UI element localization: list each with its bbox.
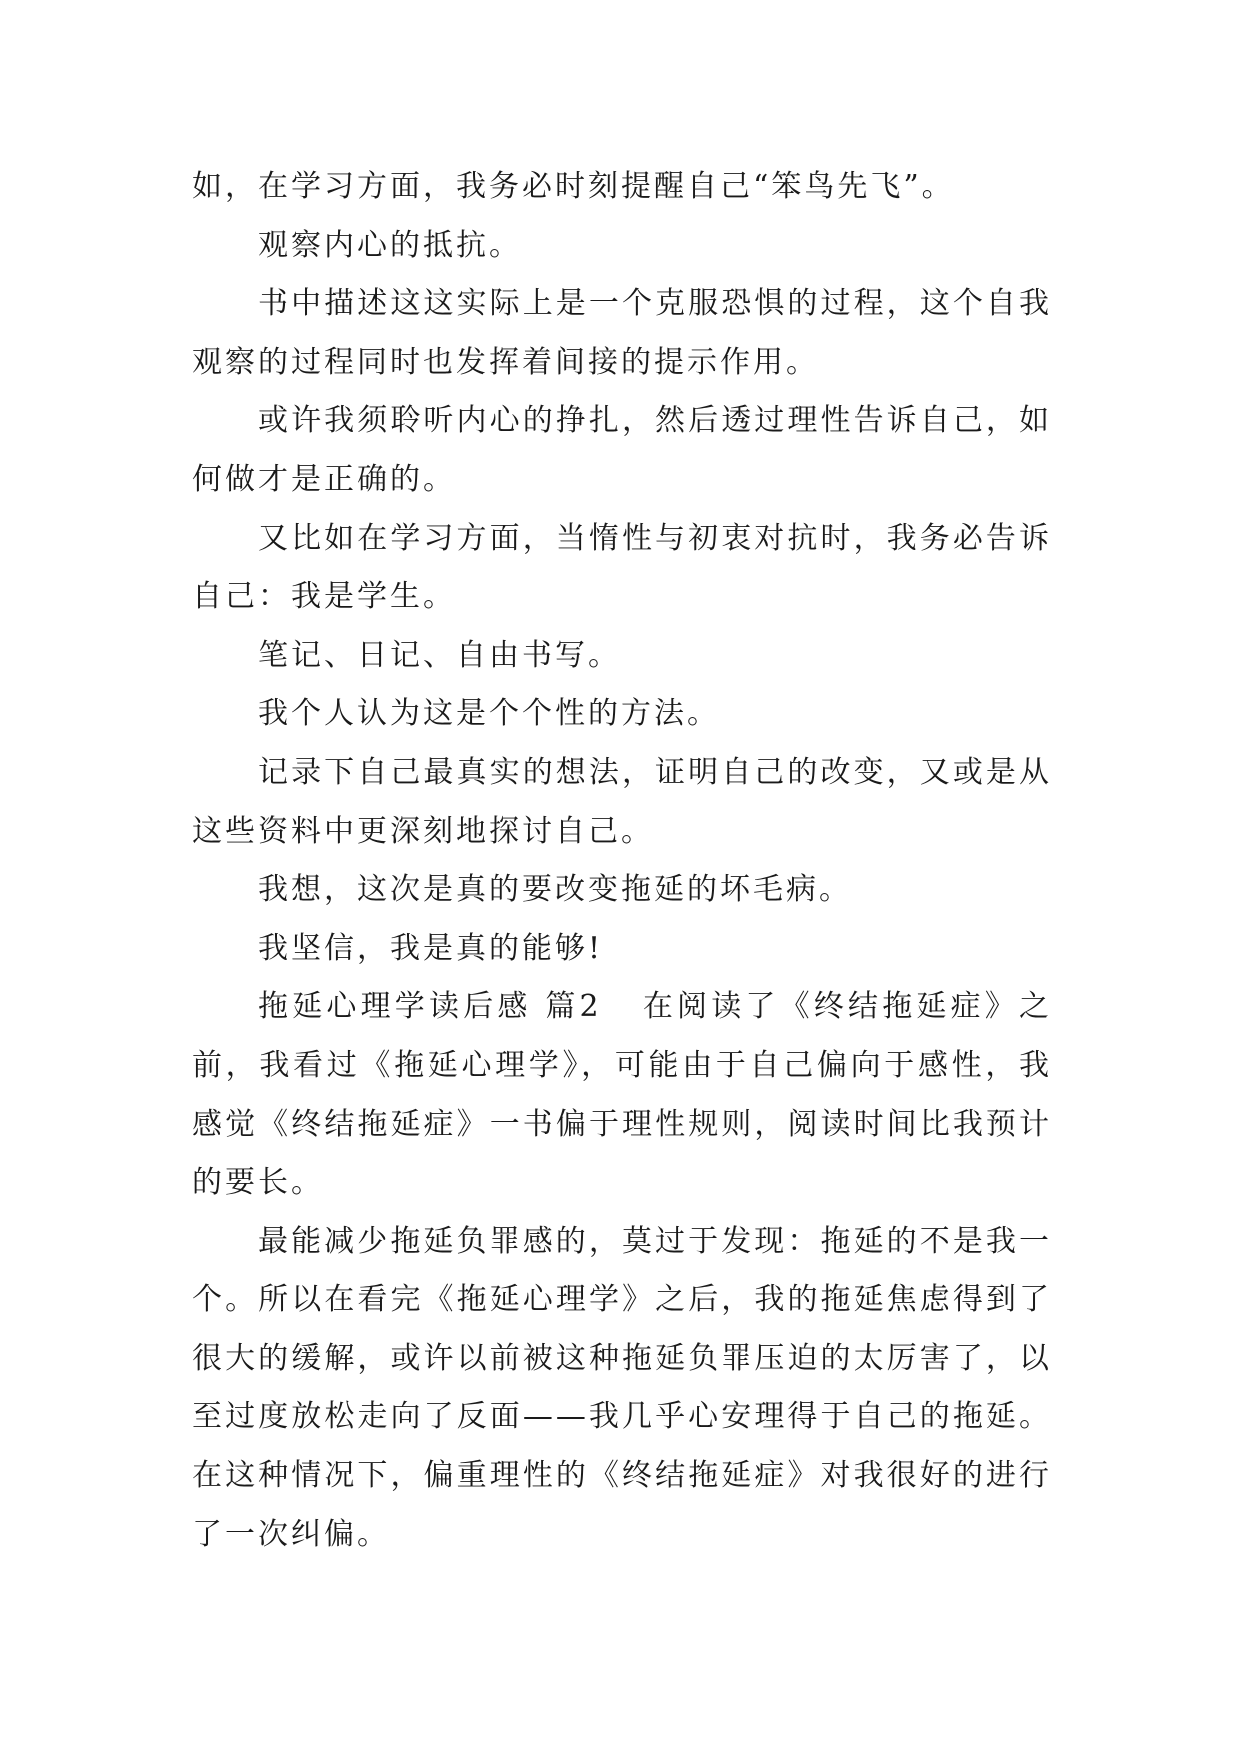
paragraph-12: 最能减少拖延负罪感的，莫过于发现：拖延的不是我一个。所以在看完《拖延心理学》之后，我的拖延焦虑得到了很大的缓解，或许以前被这种拖延负罪压迫的太厉害了，以至过度放松走向了反面——我几乎心安理得于自己的拖延。在这种情况下，偏重理性的《终结拖延症》对我很好的进行了一次纠偏。 [192, 1223, 1052, 1552]
paragraph-10: 我坚信，我是真的能够! [258, 930, 604, 966]
paragraph-11 [192, 978, 1052, 1212]
paragraph-6: 笔记、日记、自由书写。 [258, 637, 621, 673]
paragraph-3: 书中描述这这实际上是一个克服恐惧的过程，这个自我观察的过程同时也发挥着间接的提示作用。 [192, 286, 1052, 380]
document-body [192, 158, 1052, 1564]
paragraph-9: 我想，这次是真的要改变拖延的坏毛病。 [258, 872, 852, 908]
paragraph-5: 又比如在学习方面，当惰性与初衷对抗时，我务必告诉自己：我是学生。 [192, 520, 1052, 615]
paragraph-8: 记录下自己最真实的想法，证明自己的改变，又或是从这些资料中更深刻地探讨自己。 [192, 754, 1052, 849]
section-title: 拖延心理学读后感 篇2 [258, 989, 602, 1025]
section-first-text: 在阅读了《终结拖延症》之前，我看过《拖延心理学》，可能由于自己偏向于感性，我感觉《终结拖延症》一书偏于理性规则，阅读时间比我预计的要长。 [192, 989, 1053, 1201]
paragraph-4: 或许我须聆听内心的挣扎，然后透过理性告诉自己，如何做才是正确的。 [192, 403, 1052, 497]
paragraph-1: 如，在学习方面，我务必时刻提醒自己“笨鸟先飞”。 [192, 169, 955, 204]
paragraph-2: 观察内心的抵抗。 [258, 227, 522, 263]
paragraph-7: 我个人认为这是个个性的方法。 [258, 696, 720, 732]
